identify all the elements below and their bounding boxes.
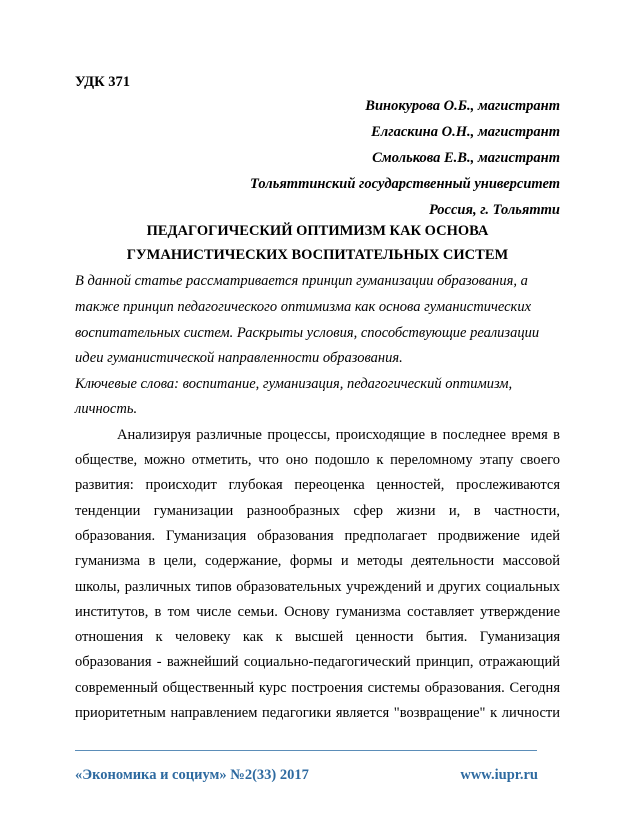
footer-website: www.iupr.ru (460, 767, 538, 783)
body-line: приоритетным направлением педагогики является "возвращение" к личности (75, 705, 560, 721)
body-line: Анализируя различные процессы, происходящие в последнее время в (117, 427, 560, 443)
body-line: современный общественный курс построения системы образования. Сегодня (75, 680, 560, 696)
article-title-line: ГУМАНИСТИЧЕСКИХ ВОСПИТАТЕЛЬНЫХ СИСТЕМ (126, 247, 509, 263)
body-line: школы, различных типов образовательных учреждений и других социальных (75, 579, 560, 595)
keywords-line: личность. (75, 401, 138, 417)
author-line: Елгаскина О.Н., магистрант (371, 124, 560, 140)
body-line: гуманизма в цели, содержание, формы и методы деятельности массовой (75, 553, 560, 569)
body-line: образования. Гуманизация образования предполагает продвижение идей (75, 528, 560, 544)
udc-code: УДК 371 (75, 74, 131, 90)
location-line: Россия, г. Тольятти (428, 202, 560, 218)
author-line: Винокурова О.Б., магистрант (365, 98, 560, 114)
footer-journal: «Экономика и социум» №2(33) 2017 (75, 767, 309, 783)
body-line: тенденции гуманизации разнообразных сфер жизни и, в частности, (75, 503, 560, 519)
footer-divider (75, 750, 537, 751)
body-line: институтов, в том числе семьи. Основу гуманизма составляет утверждение (75, 604, 560, 620)
keywords-line: Ключевые слова: воспитание, гуманизация, педагогический оптимизм, (75, 376, 513, 392)
body-line: отношения к человеку как к высшей ценности бытия. Гуманизация (75, 629, 560, 645)
body-line: развития: происходит глубокая переоценка ценностей, прослеживаются (75, 477, 560, 493)
body-line: образования - важнейший социально-педагогический принцип, отражающий (75, 654, 560, 670)
author-line: Смолькова Е.В., магистрант (372, 150, 560, 166)
abstract-line: идеи гуманистической направленности образования. (75, 350, 403, 366)
abstract-line: В данной статье рассматривается принцип гуманизации образования, а (75, 273, 528, 289)
abstract-line: также принцип педагогического оптимизма как основа гуманистических (75, 299, 532, 315)
article-title-line: ПЕДАГОГИЧЕСКИЙ ОПТИМИЗМ КАК ОСНОВА (146, 223, 489, 239)
body-line: обществе, можно отметить, что оно подошло к переломному этапу своего (75, 452, 560, 468)
abstract-line: воспитательных систем. Раскрыты условия, способствующие реализации (75, 325, 540, 341)
affiliation-line: Тольяттинский государственный университет (250, 176, 560, 192)
